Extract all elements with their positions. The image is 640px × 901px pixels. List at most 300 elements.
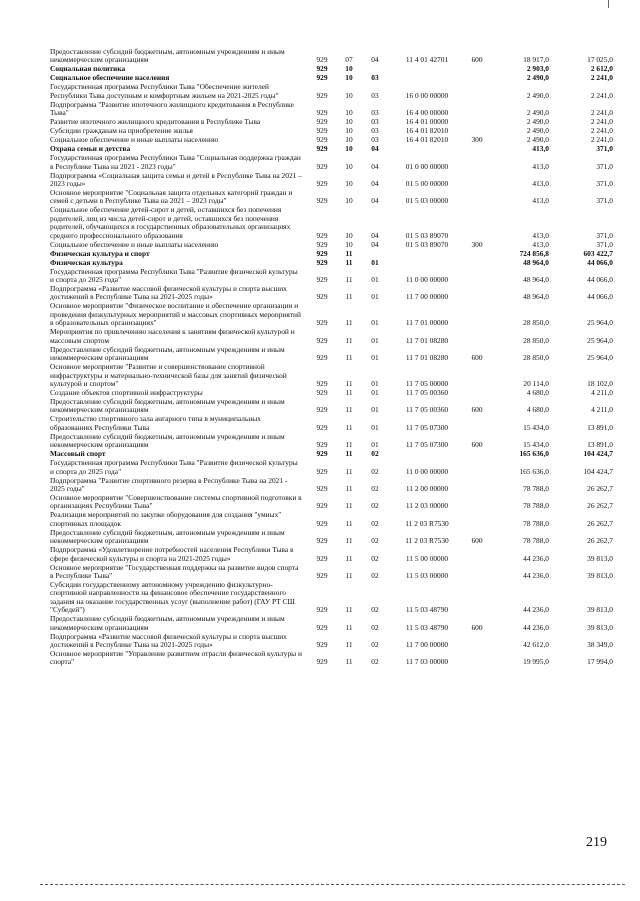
row-amount-2: 2 241,0 — [590, 108, 613, 118]
row-amount-1: 78 788,0 — [523, 536, 549, 546]
row-amount-1: 28 850,0 — [523, 353, 549, 363]
row-target-code — [388, 74, 466, 83]
table-row — [50, 48, 615, 65]
row-amount-2: 25 964,0 — [587, 318, 613, 328]
row-subsection-code: 04 — [371, 179, 379, 189]
row-expense-type-code — [466, 415, 488, 432]
row-section-code: 10 — [345, 179, 353, 189]
table-row — [50, 564, 615, 581]
row-name: Подпрограмма «Удовлетворение потребностей населения Республики Тыва в сфере физической культуры и спорта на 2021-2025 годы» — [50, 545, 294, 563]
row-target-code: 11 7 05 00360 — [405, 387, 449, 397]
row-subsection-code: 04 — [371, 144, 379, 154]
row-expense-type-code: 600 — [471, 55, 483, 65]
row-name: Предоставление субсидий бюджетным, автономным учреждениям и иным некоммерческим организациям — [50, 344, 285, 363]
row-gr-code: 929 — [316, 55, 328, 65]
row-expense-type-code — [466, 633, 488, 650]
row-gr-code: 929 — [316, 64, 328, 74]
row-subsection-code: 01 — [371, 387, 379, 397]
row-expense-type-code — [466, 511, 488, 528]
row-amount-1: 42 612,0 — [523, 640, 549, 649]
row-expense-type-code — [466, 145, 488, 154]
row-expense-type-code — [466, 581, 488, 615]
row-section-code: 10 — [345, 117, 353, 127]
row-target-code: 11 5 03 48790 — [405, 622, 449, 632]
row-target-code: 11 7 01 08280 — [405, 353, 449, 363]
row-gr-code: 929 — [316, 466, 328, 476]
row-name: Подпрограмма «Социальная защита семьи и детей в Республике Тыва на 2021 – 2023 годы» — [50, 170, 302, 189]
row-target-code: 11 7 05 07300 — [405, 440, 449, 450]
table-row — [50, 650, 615, 667]
row-expense-type-code — [466, 564, 488, 581]
row-amount-1: 2 490,0 — [526, 117, 549, 127]
row-subsection-code: 02 — [371, 466, 379, 476]
row-amount-1: 165 636,0 — [519, 449, 549, 459]
row-target-code: 11 7 03 00000 — [405, 657, 449, 667]
row-amount-2: 26 262,7 — [587, 536, 613, 546]
row-target-code: 11 2 03 00000 — [405, 501, 449, 511]
row-amount-2: 4 211,0 — [591, 387, 613, 397]
row-gr-code: 929 — [316, 378, 328, 388]
row-target-code: 11 5 03 48790 — [405, 605, 449, 615]
row-subsection-code: 04 — [371, 230, 379, 240]
row-target-code — [388, 145, 466, 154]
row-gr-code: 929 — [316, 483, 328, 493]
row-amount-1: 28 850,0 — [523, 318, 549, 328]
row-amount-1: 413,0 — [532, 230, 549, 240]
row-amount-1: 18 917,0 — [523, 55, 549, 65]
row-gr-code: 929 — [316, 161, 328, 171]
row-name: Государственная программа Республики Тыва "Развитие физической культуры и спорта до 2025 года" — [50, 458, 298, 476]
row-expense-type-code — [466, 650, 488, 667]
row-amount-2: 44 066,0 — [587, 275, 613, 285]
row-name: Физическая культура — [50, 257, 123, 267]
row-amount-1: 413,0 — [532, 161, 549, 171]
row-gr-code: 929 — [316, 126, 328, 136]
row-gr-code: 929 — [316, 135, 328, 145]
row-gr-code: 929 — [316, 335, 328, 345]
row-name: Предоставление субсидий бюджетным, автономным учреждениям и иным некоммерческим организациям — [50, 47, 285, 65]
row-amount-2: 2 241,0 — [590, 117, 613, 127]
row-amount-1: 48 964,0 — [523, 292, 549, 302]
row-subsection-code: 04 — [371, 161, 379, 171]
row-expense-type-code — [466, 477, 488, 494]
row-amount-1: 2 490,0 — [526, 73, 549, 83]
row-subsection-code: 01 — [371, 440, 379, 450]
row-section-code: 07 — [345, 55, 353, 65]
row-name: Социальное обеспечение населения — [50, 73, 170, 83]
row-amount-1: 2 490,0 — [526, 126, 549, 136]
row-amount-1: 19 995,0 — [523, 657, 549, 667]
row-name: Подпрограмма «Развитие массовой физической культуры и спорта высших достижений в Республике Тыва на 2021-2025 годы» — [50, 631, 287, 649]
row-subsection-code: 01 — [371, 378, 379, 388]
row-gr-code: 929 — [316, 230, 328, 240]
row-section-code: 11 — [345, 536, 353, 546]
row-amount-2: 371,0 — [596, 179, 613, 189]
row-section-code: 11 — [345, 422, 353, 432]
row-name: Физическая культура и спорт — [50, 248, 150, 258]
row-name: Государственная программа Республики Тыва "Социальная поддержка граждан в Республике Тыва на 2021 - 2023 годы" — [50, 153, 301, 171]
row-target-code: 16 4 01 82010 — [405, 135, 449, 145]
row-name: Основное мероприятие "Совершенствование системы спортивной подготовки в организациях Республики Тыва" — [50, 492, 302, 511]
row-section-code: 10 — [345, 196, 353, 206]
row-amount-2: 371,0 — [596, 230, 613, 240]
row-subsection-code: 03 — [371, 108, 379, 118]
row-amount-2: 2 241,0 — [590, 73, 613, 83]
row-amount-1: 724 856,8 — [519, 248, 549, 258]
row-amount-2: 2 241,0 — [590, 126, 613, 136]
table-row — [50, 83, 615, 100]
row-section-code: 11 — [345, 605, 353, 615]
row-name: Развитие ипотечного жилищного кредитования в Республике Тыва — [50, 117, 261, 127]
row-target-code: 11 7 05 07300 — [405, 422, 449, 432]
row-expense-type-code — [466, 459, 488, 476]
row-gr-code: 929 — [316, 387, 328, 397]
row-name: Массовый спорт — [50, 449, 106, 459]
row-section-code: 11 — [345, 275, 353, 285]
row-gr-code: 929 — [316, 449, 328, 459]
row-target-code — [388, 450, 466, 459]
row-target-code: 11 2 00 00000 — [405, 483, 449, 493]
row-name: Предоставление субсидий бюджетным, автономным учреждениям и иным некоммерческим организациям — [50, 396, 285, 415]
row-target-code: 11 7 01 08280 — [405, 335, 449, 345]
row-section-code: 11 — [345, 405, 353, 415]
row-name: Подпрограмма "Развитие спортивного резерва в Республике Тыва на 2021 - 2025 годы" — [50, 475, 288, 493]
row-section-code: 11 — [345, 640, 353, 649]
row-name: Предоставление субсидий бюджетным, автономным учреждениям и иным некоммерческим организациям — [50, 431, 285, 450]
row-target-code: 11 7 05 00000 — [405, 378, 449, 388]
row-subsection-code: 01 — [371, 405, 379, 415]
row-amount-1: 165 636,0 — [519, 466, 549, 476]
row-amount-1: 15 434,0 — [523, 440, 549, 450]
row-amount-1: 4 680,0 — [526, 387, 549, 397]
row-subsection-code: 02 — [371, 553, 379, 563]
table-row — [50, 302, 615, 328]
row-amount-2: 2 241,0 — [590, 90, 613, 100]
row-name: Создание объектов спортивной инфраструктуры — [50, 387, 203, 397]
row-target-code — [388, 259, 466, 268]
row-section-code: 11 — [345, 387, 353, 397]
row-amount-2: 25 964,0 — [587, 353, 613, 363]
row-section-code: 10 — [345, 135, 353, 145]
table-row — [50, 172, 615, 189]
row-target-code: 11 0 00 00000 — [405, 466, 449, 476]
row-amount-2: 104 424,7 — [583, 466, 613, 476]
row-subsection-code: 01 — [371, 422, 379, 432]
row-expense-type-code: 600 — [471, 353, 483, 363]
row-section-code: 11 — [345, 657, 353, 667]
row-section-code: 10 — [345, 126, 353, 136]
row-amount-1: 2 490,0 — [526, 108, 549, 118]
row-gr-code: 929 — [316, 239, 328, 249]
row-expense-type-code — [466, 328, 488, 345]
budget-table — [50, 48, 615, 667]
row-target-code: 11 7 00 00000 — [405, 292, 449, 302]
table-row — [50, 101, 615, 118]
row-amount-2: 39 813,0 — [587, 622, 613, 632]
row-section-code: 11 — [345, 257, 353, 267]
row-expense-type-code — [466, 389, 488, 398]
row-amount-2: 25 964,0 — [587, 335, 613, 345]
row-gr-code: 929 — [316, 108, 328, 118]
row-subsection-code: 02 — [371, 483, 379, 493]
row-section-code: 11 — [345, 248, 353, 258]
row-amount-1: 44 236,0 — [523, 553, 549, 563]
row-name: Основное мероприятие "Социальная защита отдельных категорий граждан и семей с детьми в Республике Тыва на 2021 – 2023 годы" — [50, 188, 293, 206]
row-expense-type-code — [466, 101, 488, 118]
row-amount-2: 17 994,0 — [587, 657, 613, 667]
row-expense-type-code — [466, 259, 488, 268]
row-gr-code: 929 — [316, 196, 328, 206]
table-row — [50, 206, 615, 240]
row-subsection-code: 01 — [371, 257, 379, 267]
row-target-code: 16 4 00 00000 — [405, 108, 449, 118]
row-section-code: 11 — [345, 353, 353, 363]
row-expense-type-code — [466, 206, 488, 240]
row-section-code: 11 — [345, 483, 353, 493]
row-section-code: 10 — [345, 161, 353, 171]
row-amount-2: 38 349,0 — [587, 640, 613, 649]
row-expense-type-code: 600 — [471, 622, 483, 632]
row-subsection-code: 03 — [371, 73, 379, 83]
row-amount-1: 2 903,0 — [526, 64, 549, 74]
row-name: Предоставление субсидий бюджетным, автономным учреждениям и иным некоммерческим организациям — [50, 527, 285, 546]
row-gr-code: 929 — [316, 570, 328, 580]
row-gr-code: 929 — [316, 405, 328, 415]
row-name: Реализация мероприятий по закупке оборудования для создания "умных" спортивных площадок — [50, 510, 282, 528]
row-expense-type-code — [466, 172, 488, 189]
row-target-code: 01 5 03 89070 — [405, 239, 449, 249]
row-amount-1: 413,0 — [532, 239, 549, 249]
row-name: Строительство спортивного зала ангарного типа в муниципальных образованиях Республики Тыва — [50, 414, 261, 432]
row-expense-type-code — [466, 450, 488, 459]
row-amount-2: 26 262,7 — [587, 483, 613, 493]
row-subsection-code: 03 — [371, 126, 379, 136]
row-target-code: 16 0 00 00000 — [405, 90, 449, 100]
row-subsection-code: 01 — [371, 292, 379, 302]
row-subsection-code: 02 — [371, 605, 379, 615]
row-gr-code: 929 — [316, 640, 328, 649]
row-gr-code: 929 — [316, 257, 328, 267]
table-row — [50, 433, 615, 450]
row-target-code — [388, 250, 466, 259]
row-amount-2: 18 102,0 — [587, 378, 613, 388]
row-target-code: 11 0 00 00000 — [405, 275, 449, 285]
row-target-code: 16 4 01 82010 — [405, 126, 449, 136]
page-number: 219 — [586, 835, 607, 850]
row-subsection-code: 02 — [371, 570, 379, 580]
row-gr-code: 929 — [316, 440, 328, 450]
row-section-code: 11 — [345, 318, 353, 328]
row-section-code: 11 — [345, 501, 353, 511]
row-name: Социальное обеспечение и иные выплаты населению — [50, 135, 219, 145]
row-subsection-code: 01 — [371, 275, 379, 285]
row-amount-2: 26 262,7 — [587, 501, 613, 511]
row-gr-code: 929 — [316, 90, 328, 100]
row-amount-2: 39 813,0 — [587, 570, 613, 580]
row-name: Социальное обеспечение детей-сирот и детей, оставшихся без попечения родителей, лиц из числа детей-сирот и детей, оставшихся без попечения родителей, обучающихся в государственных образовательных организациях среднего профессионального образования — [50, 205, 291, 240]
row-gr-code: 929 — [316, 318, 328, 328]
row-amount-2: 371,0 — [596, 196, 613, 206]
row-expense-type-code — [466, 74, 488, 83]
row-amount-1: 78 788,0 — [523, 483, 549, 493]
row-subsection-code: 03 — [371, 90, 379, 100]
row-gr-code: 929 — [316, 605, 328, 615]
row-expense-type-code: 300 — [471, 135, 483, 145]
row-section-code: 11 — [345, 622, 353, 632]
row-target-code — [388, 65, 466, 74]
row-amount-1: 20 114,0 — [523, 378, 549, 388]
row-amount-2: 603 422,7 — [583, 248, 613, 258]
table-row — [50, 546, 615, 563]
table-row — [50, 136, 615, 145]
row-section-code: 11 — [345, 335, 353, 345]
row-amount-1: 15 434,0 — [523, 422, 549, 432]
row-target-code: 11 7 01 00000 — [405, 318, 449, 328]
row-gr-code: 929 — [316, 622, 328, 632]
row-amount-2: 26 262,7 — [587, 518, 613, 528]
row-target-code: 11 4 01 42701 — [405, 55, 449, 65]
row-name: Субсидии гражданам на приобретение жилья — [50, 126, 193, 136]
table-row — [50, 581, 615, 615]
row-amount-2: 13 891,0 — [587, 440, 613, 450]
row-gr-code: 929 — [316, 179, 328, 189]
row-expense-type-code — [466, 546, 488, 563]
row-section-code: 11 — [345, 440, 353, 450]
row-name: Подпрограмма "Развитие ипотечного жилищного кредитования в Республике Тыва" — [50, 99, 294, 118]
row-amount-1: 4 680,0 — [526, 405, 549, 415]
row-amount-2: 44 066,0 — [587, 292, 613, 302]
table-row — [50, 346, 615, 363]
row-section-code: 10 — [345, 90, 353, 100]
row-gr-code: 929 — [316, 275, 328, 285]
row-amount-2: 2 241,0 — [590, 135, 613, 145]
table-row — [50, 415, 615, 432]
row-subsection-code: 02 — [371, 501, 379, 511]
row-expense-type-code — [466, 83, 488, 100]
table-row — [50, 189, 615, 206]
row-gr-code: 929 — [316, 73, 328, 83]
table-body — [50, 48, 615, 667]
row-target-code: 11 5 00 00000 — [405, 553, 449, 563]
row-name: Основное мероприятие "Физическое воспитание и обеспечение организации и проведения физкультурных мероприятий и массовых спортивных мероприятий в образовательных организациях" — [50, 301, 301, 328]
row-expense-type-code — [466, 494, 488, 511]
table-row — [50, 477, 615, 494]
table-row — [50, 285, 615, 302]
row-expense-type-code — [466, 302, 488, 328]
row-name: Основное мероприятие "Государственная поддержка на развитие видов спорта в Республике Тыва" — [50, 562, 299, 580]
row-amount-2: 39 813,0 — [587, 553, 613, 563]
row-section-code: 11 — [345, 570, 353, 580]
table-row — [50, 494, 615, 511]
row-target-code: 11 7 05 00360 — [405, 405, 449, 415]
row-subsection-code: 02 — [371, 640, 379, 649]
table-row — [50, 529, 615, 546]
row-target-code: 01 5 00 00000 — [405, 179, 449, 189]
row-target-code: 16 4 01 00000 — [405, 117, 449, 127]
row-subsection-code: 02 — [371, 518, 379, 528]
row-gr-code: 929 — [316, 553, 328, 563]
row-amount-2: 4 211,0 — [591, 405, 613, 415]
row-amount-2: 2 612,0 — [590, 64, 613, 74]
row-expense-type-code — [466, 250, 488, 259]
row-amount-1: 44 236,0 — [523, 622, 549, 632]
row-subsection-code: 01 — [371, 335, 379, 345]
table-row — [50, 268, 615, 285]
row-section-code: 10 — [345, 239, 353, 249]
row-amount-1: 48 964,0 — [523, 275, 549, 285]
table-row — [50, 363, 615, 389]
row-amount-1: 78 788,0 — [523, 501, 549, 511]
row-amount-2: 371,0 — [596, 161, 613, 171]
row-amount-1: 48 964,0 — [523, 257, 549, 267]
row-gr-code: 929 — [316, 536, 328, 546]
row-section-code: 11 — [345, 378, 353, 388]
row-section-code: 10 — [345, 73, 353, 83]
row-target-code: 11 2 03 R7530 — [405, 518, 449, 528]
row-amount-2: 13 891,0 — [587, 422, 613, 432]
bottom-divider — [40, 884, 625, 885]
row-target-code: 11 7 00 00000 — [405, 640, 449, 649]
row-section-code: 11 — [345, 553, 353, 563]
row-gr-code: 929 — [316, 292, 328, 302]
row-amount-2: 371,0 — [596, 144, 613, 154]
row-section-code: 10 — [345, 230, 353, 240]
row-name: Субсидии государственному автономному учреждению физкультурно-спортивной направленности на финансовое обеспечение государственного задания на оказание государственных услуг (выполнение работ) (ГАУ РТ СШ "Субедей") — [50, 579, 295, 615]
row-subsection-code: 02 — [371, 657, 379, 667]
table-row — [50, 328, 615, 345]
row-expense-type-code: 300 — [471, 239, 483, 249]
row-target-code: 11 5 03 00000 — [405, 570, 449, 580]
row-target-code: 01 5 03 00000 — [405, 196, 449, 206]
row-section-code: 11 — [345, 518, 353, 528]
row-expense-type-code — [466, 285, 488, 302]
row-name: Государственная программа Республики Тыва "Развитие физической культуры и спорта до 2025 года" — [50, 266, 298, 285]
row-gr-code: 929 — [316, 422, 328, 432]
row-gr-code: 929 — [316, 657, 328, 667]
row-expense-type-code: 600 — [471, 536, 483, 546]
row-name: Подпрограмма «Развитие массовой физической культуры и спорта высших достижений в Республике Тыва на 2021-2025 годы» — [50, 284, 287, 302]
row-section-code: 11 — [345, 466, 353, 476]
row-name: Социальное обеспечение и иные выплаты населению — [50, 239, 219, 249]
row-gr-code: 929 — [316, 117, 328, 127]
row-name: Государственная программа Республики Тыва "Обеспечение жителей Республики Тыва доступным и комфортным жильем на 2021-2025 годы" — [50, 82, 279, 100]
row-expense-type-code: 600 — [471, 440, 483, 450]
row-amount-1: 44 236,0 — [523, 570, 549, 580]
row-gr-code: 929 — [316, 501, 328, 511]
row-amount-2: 39 813,0 — [587, 605, 613, 615]
row-name: Предоставление субсидий бюджетным, автономным учреждениям и иным некоммерческим организациям — [50, 614, 285, 632]
row-amount-2: 44 066,0 — [587, 257, 613, 267]
row-gr-code: 929 — [316, 518, 328, 528]
table-row — [50, 615, 615, 632]
row-section-code: 10 — [345, 64, 353, 74]
row-amount-1: 28 850,0 — [523, 335, 549, 345]
table-row — [50, 459, 615, 476]
table-row — [50, 633, 615, 650]
row-amount-2: 371,0 — [596, 239, 613, 249]
row-subsection-code: 04 — [371, 196, 379, 206]
row-expense-type-code — [466, 363, 488, 389]
row-gr-code: 929 — [316, 248, 328, 258]
row-expense-type-code — [466, 268, 488, 285]
row-name: Мероприятия по привлечению населения к занятиям физической культурой и массовым спортом — [50, 327, 295, 345]
scan-edge-mark — [608, 0, 609, 8]
row-amount-1: 2 490,0 — [526, 135, 549, 145]
row-subsection-code: 01 — [371, 353, 379, 363]
row-amount-1: 2 490,0 — [526, 90, 549, 100]
row-expense-type-code — [466, 154, 488, 171]
row-name: Охрана семьи и детства — [50, 144, 131, 154]
